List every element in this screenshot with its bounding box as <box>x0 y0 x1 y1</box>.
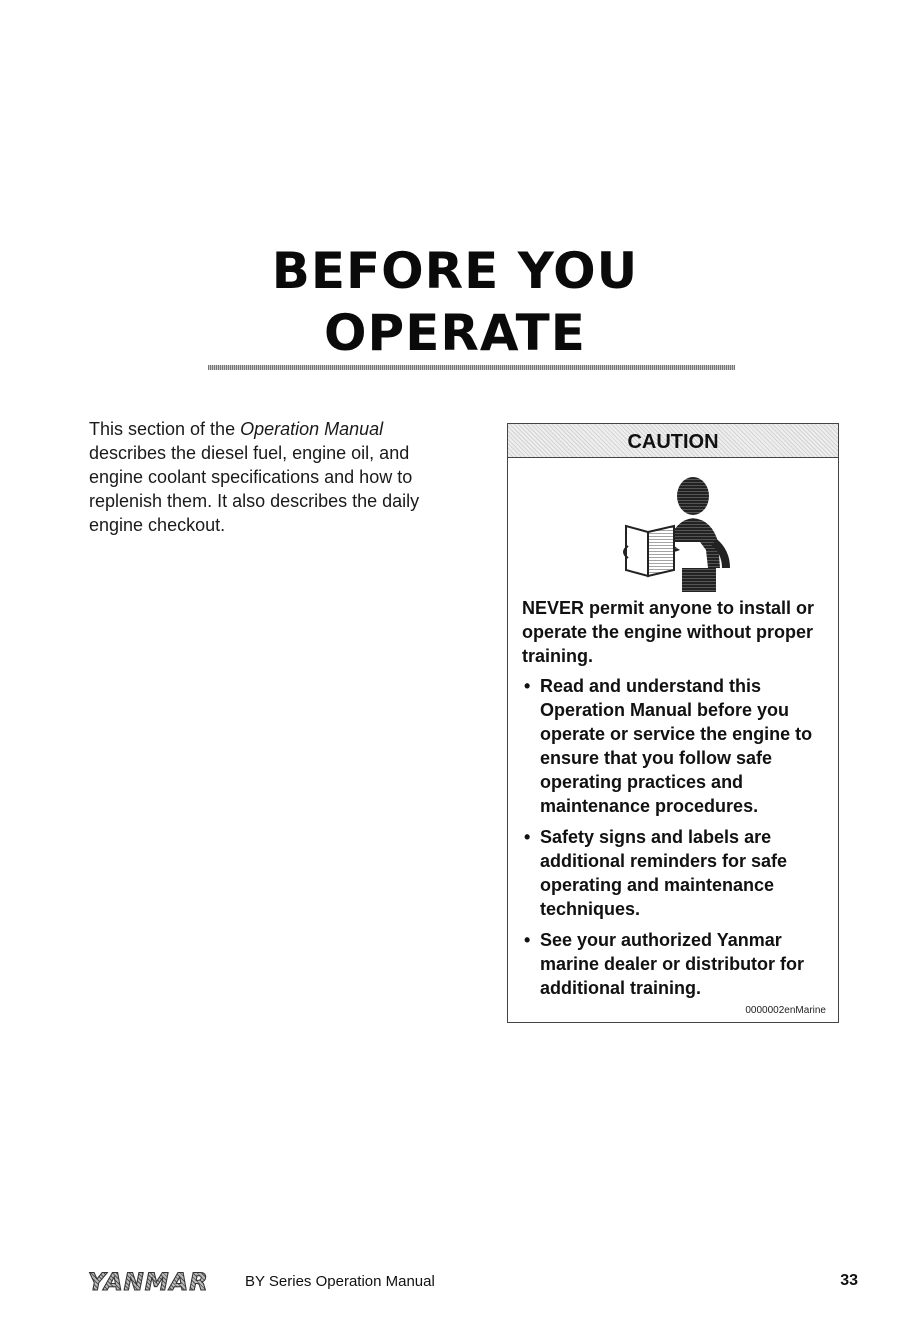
caution-text <box>522 596 827 1007</box>
page-title <box>0 240 910 364</box>
intro-paragraph <box>89 417 459 537</box>
caution-bullet: • Read and understand this Operation Manual before you operate or service the engine to ensure that you follow safe operating practices and maintenance procedures. <box>522 674 827 818</box>
caution-warning: NEVER permit anyone to install or operate the engine without proper training. <box>522 598 815 666</box>
footer-manual-title: BY Series Operation Manual <box>245 1273 435 1290</box>
caution-code: 0000002enMarine <box>745 1005 826 1016</box>
caution-box <box>507 423 839 1023</box>
yanmar-logo: YANMAR <box>88 1268 209 1296</box>
intro-suffix: describes the diesel fuel, engine oil, and engine coolant specifications and how to replenish them. It also describes the daily engine checkout. <box>89 443 420 535</box>
intro-prefix: This section of the <box>89 419 241 439</box>
caution-bullet: • Safety signs and labels are additional reminders for safe operating and maintenance techniques. <box>522 825 827 921</box>
person-reading-manual-icon <box>608 472 738 592</box>
caution-bullet: • See your authorized Yanmar marine dealer or distributor for additional training. <box>522 928 827 1000</box>
caution-bullet-list <box>522 674 827 1000</box>
caution-header: CAUTION <box>508 424 838 458</box>
page-number: 33 <box>840 1272 858 1289</box>
intro-manual-title: Operation Manual <box>240 419 384 439</box>
title-underline <box>208 365 735 370</box>
page-title-line-2: OPERATE <box>324 304 586 362</box>
page-title-line-1: BEFORE YOU <box>271 242 639 300</box>
